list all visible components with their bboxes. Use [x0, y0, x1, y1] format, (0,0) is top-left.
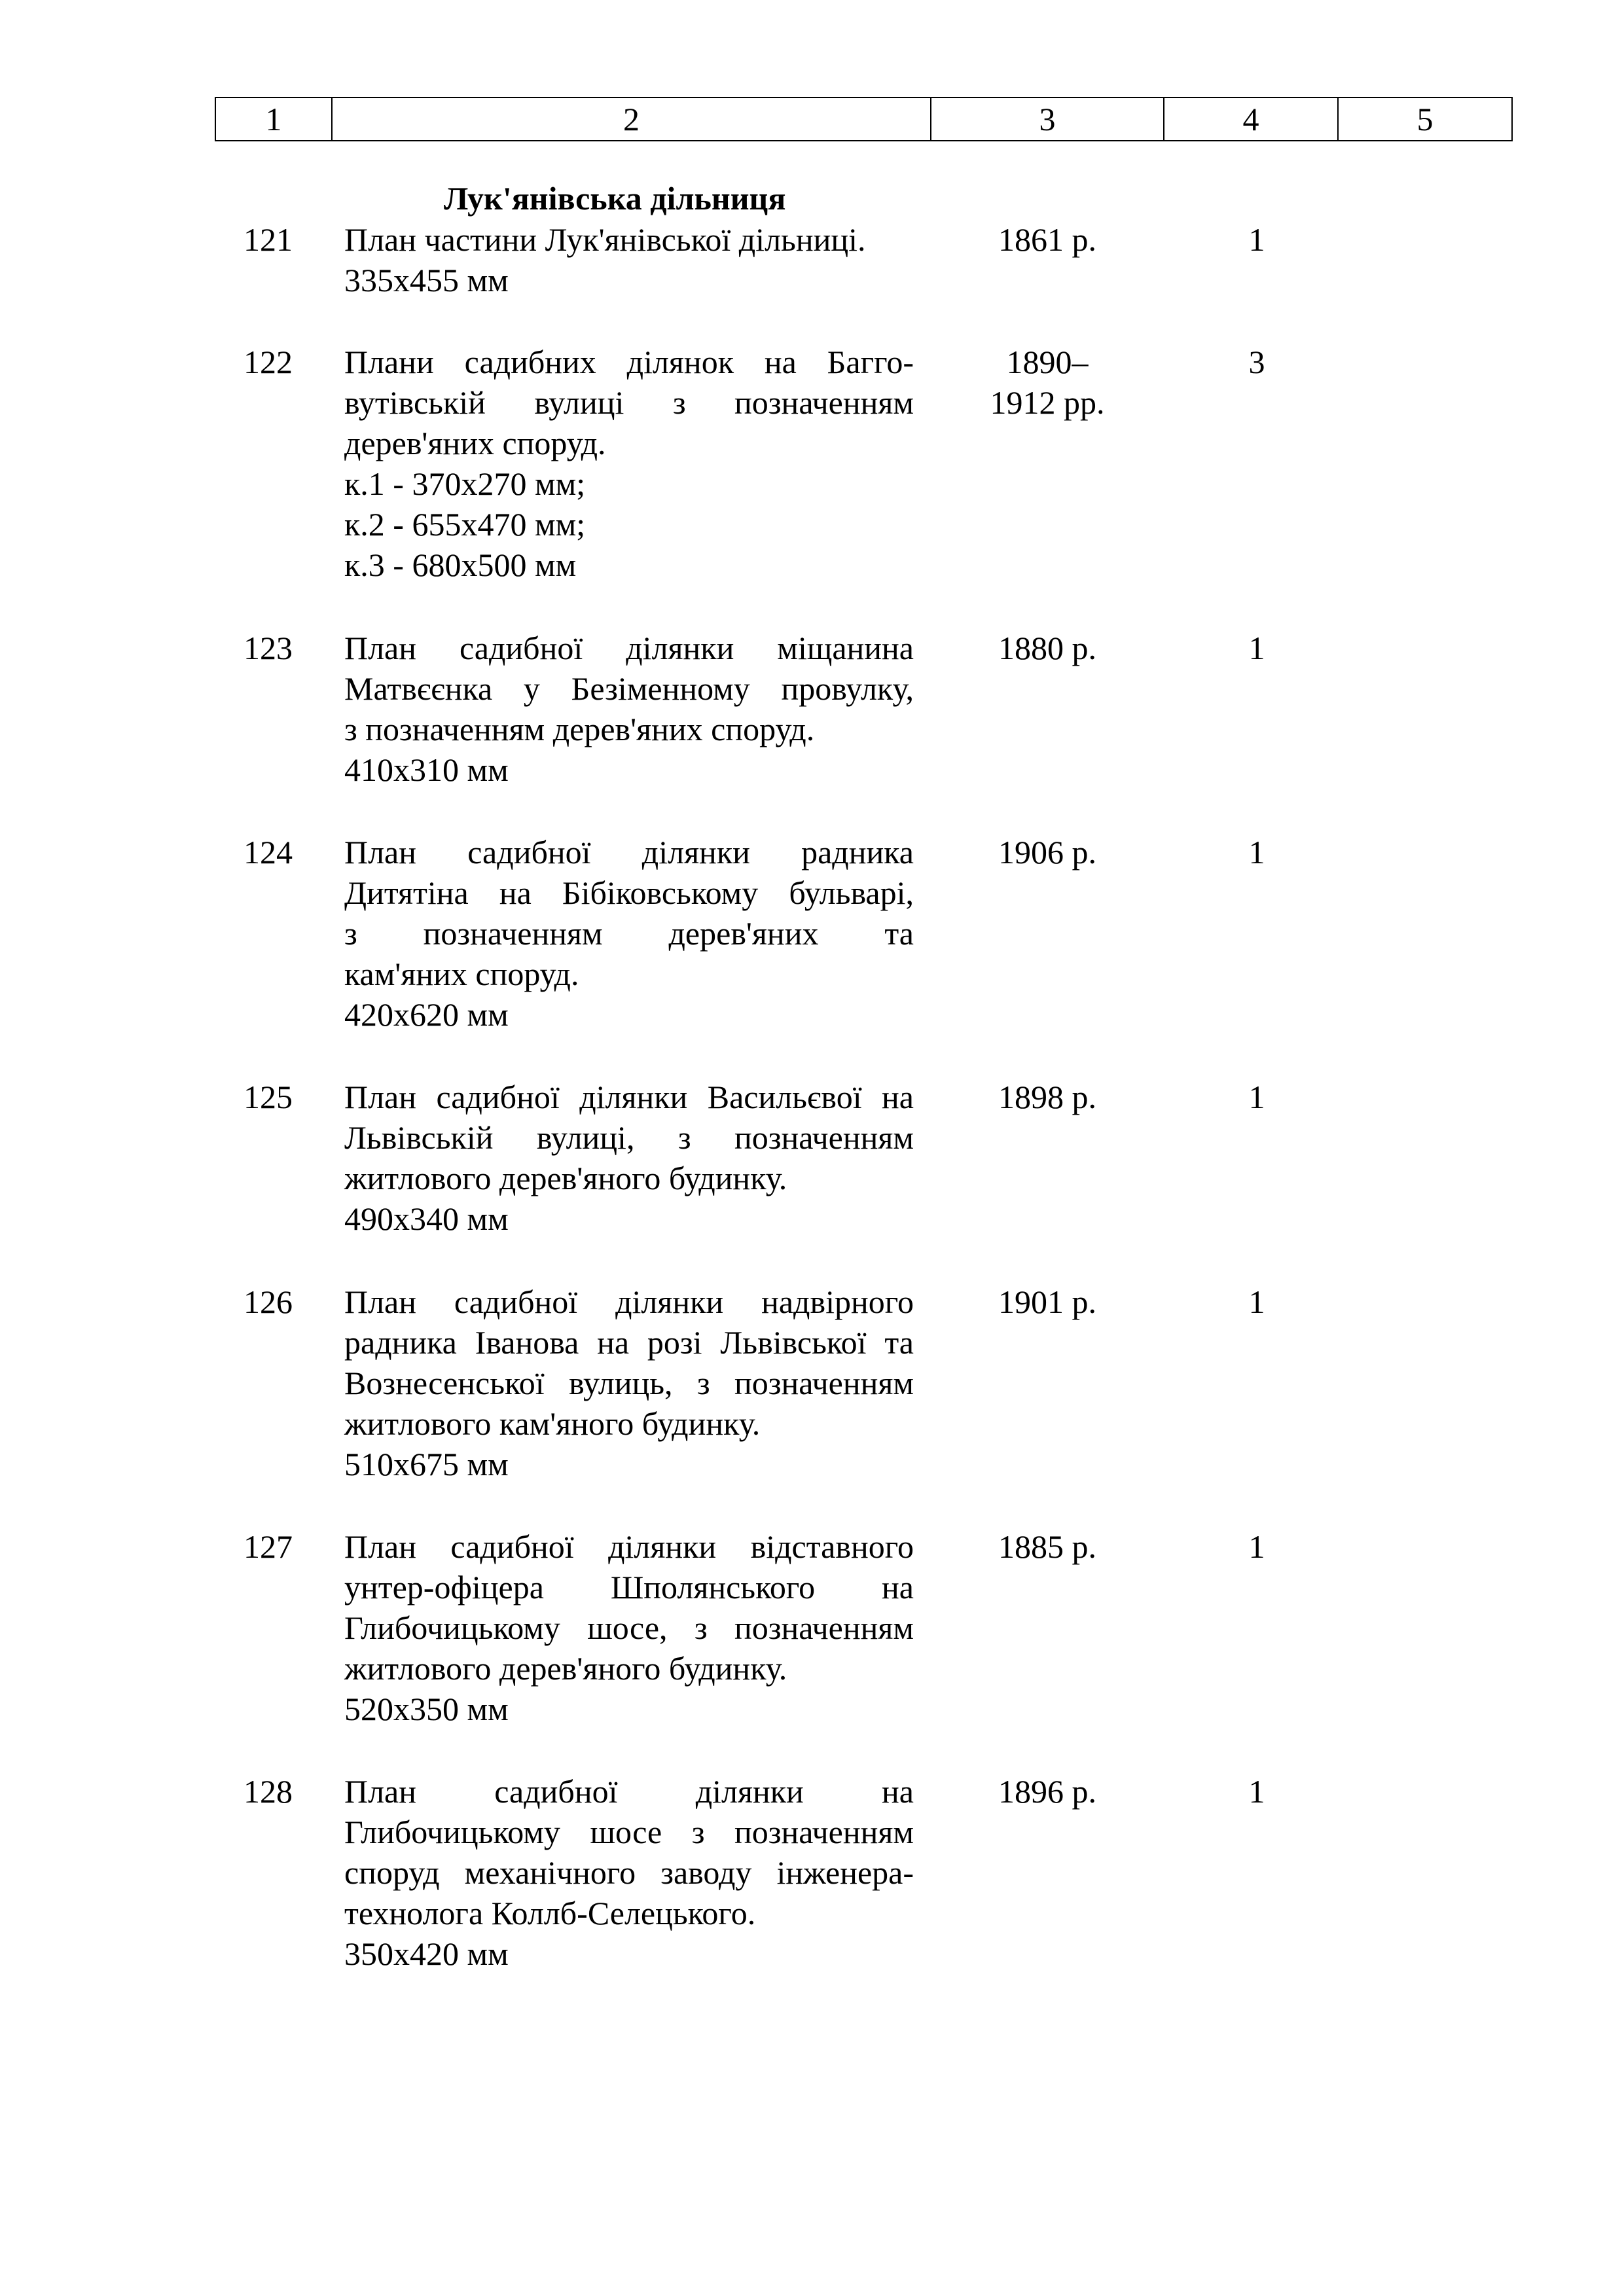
- column-header-1: 1: [215, 98, 332, 141]
- description-line: План садибної ділянки відставного: [344, 1528, 914, 1565]
- entry-quantity: 1: [1248, 221, 1265, 258]
- description-line: План садибної ділянки Васильєвої на: [344, 1079, 914, 1115]
- description-line: к.2 - 655х470 мм;: [344, 506, 586, 543]
- date-line: 1912 рр.: [990, 384, 1105, 421]
- description-line: дерев'яних споруд.: [344, 425, 606, 461]
- entry-number: 123: [244, 630, 293, 666]
- date-line: 1890–: [1006, 344, 1089, 380]
- entry-quantity: 1: [1248, 1528, 1265, 1565]
- description-line: План садибної ділянки на: [344, 1773, 914, 1810]
- description-line: Львівській вулиці, з позначенням: [344, 1119, 914, 1156]
- entry-description: [344, 1771, 914, 1974]
- description-line: з позначенням дерев'яних та: [344, 915, 914, 952]
- entry-date: [936, 1526, 1159, 1567]
- section-title: Лук'янівська дільниця: [444, 180, 786, 217]
- description-line: житлового дерев'яного будинку.: [344, 1650, 787, 1687]
- entry-date: [936, 628, 1159, 668]
- date-line: 1896 р.: [998, 1773, 1096, 1810]
- entry-number: 126: [244, 1283, 293, 1320]
- column-header-table: [215, 97, 1513, 141]
- description-line: унтер-офіцера Шполянського на: [344, 1569, 914, 1605]
- entry-description: [344, 1282, 914, 1484]
- entry-quantity: 1: [1248, 1283, 1265, 1320]
- entry-quantity: 1: [1248, 1079, 1265, 1115]
- description-line: радника Іванова на розі Львівської та: [344, 1324, 914, 1361]
- description-line: вутівській вулиці з позначенням: [344, 384, 914, 421]
- description-line: житлового дерев'яного будинку.: [344, 1160, 787, 1196]
- entry-date: [936, 832, 1159, 872]
- entry-description: [344, 1077, 914, 1239]
- entry-date: [936, 219, 1159, 260]
- description-line: Матвєєнка у Безіменному провулку,: [344, 670, 914, 707]
- entry-description: [344, 628, 914, 790]
- description-line: з позначенням дерев'яних споруд.: [344, 711, 815, 747]
- description-line: План садибної ділянки радника: [344, 834, 914, 870]
- description-line: кам'яних споруд.: [344, 956, 579, 992]
- date-line: 1885 р.: [998, 1528, 1096, 1565]
- column-header-row: [215, 98, 1512, 141]
- column-header-3: 3: [931, 98, 1164, 141]
- description-line: 510х675 мм: [344, 1446, 509, 1482]
- entry-number: 128: [244, 1773, 293, 1810]
- entry-date: [936, 1771, 1159, 1812]
- date-line: 1880 р.: [998, 630, 1096, 666]
- description-line: План частини Лук'янівської дільниці.: [344, 221, 866, 258]
- description-line: Глибочицькому шосе з позначенням: [344, 1814, 914, 1850]
- entry-description: [344, 832, 914, 1035]
- entry-date: [936, 342, 1159, 423]
- description-line: 410х310 мм: [344, 751, 509, 788]
- description-line: План садибної ділянки надвірного: [344, 1283, 914, 1320]
- description-line: технолога Коллб-Селецького.: [344, 1895, 756, 1931]
- description-line: Плани садибних ділянок на Багго-: [344, 344, 914, 380]
- description-line: житлового кам'яного будинку.: [344, 1405, 761, 1442]
- column-header-5: 5: [1338, 98, 1512, 141]
- description-line: Вознесенської вулиць, з позначенням: [344, 1365, 914, 1401]
- description-line: споруд механічного заводу інженера-: [344, 1854, 914, 1891]
- description-line: 335х455 мм: [344, 262, 509, 298]
- entry-quantity: 1: [1248, 834, 1265, 870]
- entry-description: [344, 1526, 914, 1729]
- entry-number: 127: [244, 1528, 293, 1565]
- column-header-4: 4: [1164, 98, 1338, 141]
- column-header-2: 2: [332, 98, 931, 141]
- description-line: План садибної ділянки міщанина: [344, 630, 914, 666]
- date-line: 1901 р.: [998, 1283, 1096, 1320]
- entry-date: [936, 1077, 1159, 1117]
- description-line: 350х420 мм: [344, 1935, 509, 1972]
- entry-number: 122: [244, 344, 293, 380]
- entry-number: 121: [244, 221, 293, 258]
- date-line: 1898 р.: [998, 1079, 1096, 1115]
- entry-number: 124: [244, 834, 293, 870]
- entry-quantity: 1: [1248, 1773, 1265, 1810]
- entry-date: [936, 1282, 1159, 1322]
- description-line: Глибочицькому шосе, з позначенням: [344, 1609, 914, 1646]
- description-line: 520х350 мм: [344, 1691, 509, 1727]
- description-line: 490х340 мм: [344, 1200, 509, 1237]
- entry-quantity: 3: [1248, 344, 1265, 380]
- description-line: Дитятіна на Бібіковському бульварі,: [344, 874, 914, 911]
- date-line: 1906 р.: [998, 834, 1096, 870]
- description-line: 420х620 мм: [344, 996, 509, 1033]
- entry-number: 125: [244, 1079, 293, 1115]
- description-line: к.3 - 680х500 мм: [344, 547, 577, 583]
- date-line: 1861 р.: [998, 221, 1096, 258]
- description-line: к.1 - 370х270 мм;: [344, 465, 586, 502]
- entry-description: [344, 219, 914, 300]
- entry-quantity: 1: [1248, 630, 1265, 666]
- entry-description: [344, 342, 914, 585]
